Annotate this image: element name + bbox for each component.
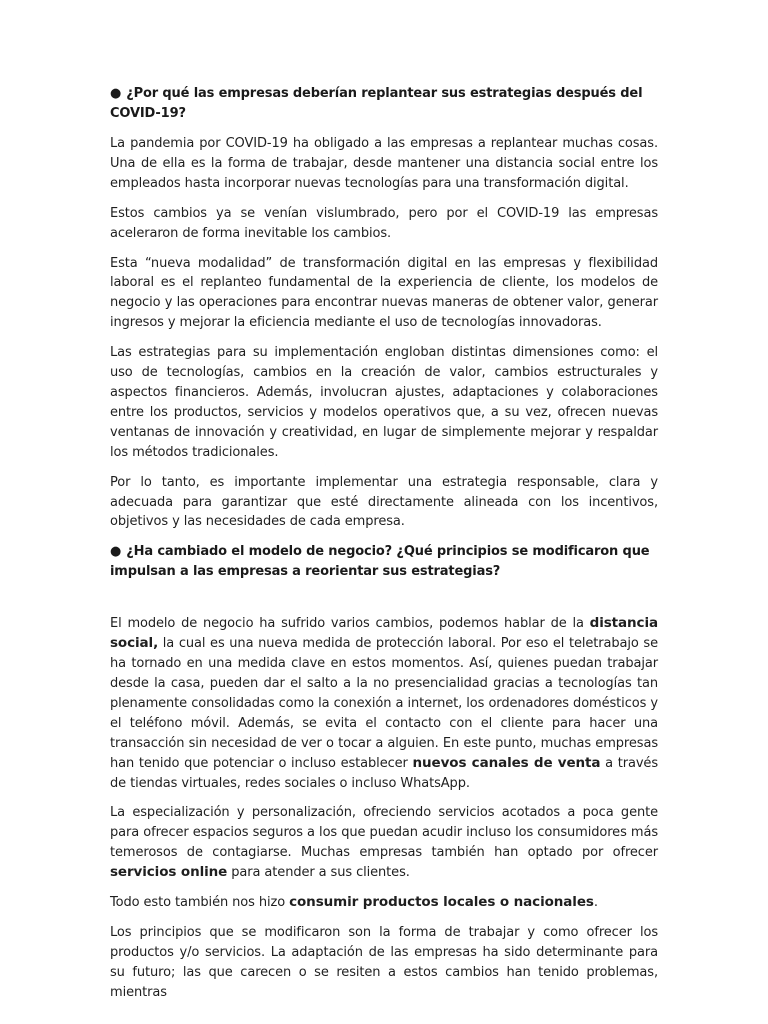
bullet-icon: ●: [110, 544, 122, 560]
emphasis-text: consumir productos locales o nacionales: [289, 894, 594, 911]
emphasis-text: nuevos canales de venta: [412, 754, 601, 771]
paragraph: [110, 803, 658, 883]
paragraph: [110, 614, 658, 793]
section-heading-business-model: [110, 542, 658, 582]
text-run: para atender a sus clientes.: [227, 865, 410, 881]
section-heading-covid-strategies: [110, 84, 658, 124]
paragraph: Estos cambios ya se venían vislumbrado, pero por el COVID-19 las empresas aceleraron de forma inevitable los cambios.: [110, 205, 658, 241]
emphasis-text: distancia social,: [110, 615, 658, 652]
paragraph: [110, 893, 658, 913]
text-run: El modelo de negocio ha sufrido varios cambios, podemos hablar de la: [110, 616, 590, 632]
paragraph: Esta “nueva modalidad” de transformación digital en las empresas y flexibilidad laboral es el replanteo fundamental de la experiencia de cliente, los modelos de negocio y las operaciones para encontrar nuevas maneras de obtener valor, generar ingresos y mejorar la eficiencia mediante el uso de tecnologías innovadoras.: [110, 255, 658, 331]
emphasis-text: servicios online: [110, 864, 228, 881]
bullet-icon: ●: [110, 86, 122, 101]
text-run: la cual es una nueva medida de protección laboral. Por eso el teletrabajo se ha tornado en una medida clave en estos momentos. Así, quienes puedan trabajar desde la casa, pueden dar el salto a la no presencialidad gracias a tecnologías tan plenamente consolidadas como la conexión a internet, los ordenadores domésticos y el teléfono móvil. Además, se evita el contacto con el cliente para hacer una transacción sin necesidad de ver o tocar a alguien. En este punto, muchas empresas han tenido que potenciar o incluso establecer: [110, 636, 658, 771]
text-run: La especialización y personalización, ofreciendo servicios acotados a poca gente para ofrecer espacios seguros a los que puedan acudir incluso los consumidores más temerosos de contagiarse. Muchas empresas también han optado por ofrecer: [110, 805, 658, 861]
text-run: .: [593, 895, 598, 911]
section-title: ¿Por qué las empresas deberían replantear sus estrategias después del COVID-19?: [110, 86, 643, 121]
paragraph: Por lo tanto, es importante implementar una estrategia responsable, clara y adecuada para garantizar que esté directamente alineada con los incentivos, objetivos y las necesidades de cada empresa.: [110, 474, 658, 530]
paragraph: Las estrategias para su implementación engloban distintas dimensiones como: el uso de tecnologías, cambios en la creación de valor, cambios estructurales y aspectos financieros. Además, involucran ajustes, adaptaciones y colaboraciones entre los productos, servicios y modelos operativos que, a su vez, ofrecen nuevas ventanas de innovación y creatividad, en lugar de simplemente mejorar y respaldar los métodos tradicionales.: [110, 345, 658, 460]
text-run: Todo esto también nos hizo: [110, 895, 290, 911]
paragraph: La pandemia por COVID-19 ha obligado a las empresas a replantear muchas cosas. Una de ella es la forma de trabajar, desde mantener una distancia social entre los empleados hasta incorporar nuevas tecnologías para una transformación digital.: [110, 136, 658, 191]
text-run: a través de tiendas virtuales, redes sociales o incluso WhatsApp.: [110, 755, 658, 791]
section-title: ¿Ha cambiado el modelo de negocio? ¿Qué principios se modificaron que impulsan a las empresas a reorientar sus estrategias?: [110, 544, 650, 580]
paragraph: Los principios que se modificaron son la forma de trabajar y como ofrecer los productos y/o servicios. La adaptación de las empresas ha sido determinante para su futuro; las que carecen o se resiten a estos cambios han tenido problemas, mientras: [110, 925, 658, 1000]
